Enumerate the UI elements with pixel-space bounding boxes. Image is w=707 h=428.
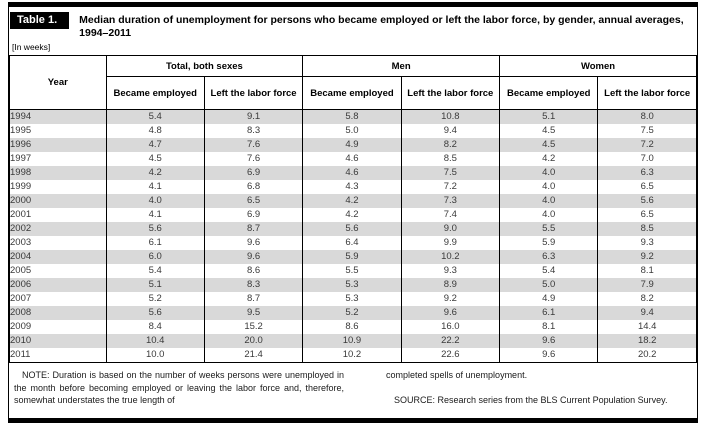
value-cell: 7.0 — [598, 152, 697, 166]
year-cell: 2005 — [10, 264, 107, 278]
value-cell: 5.8 — [303, 110, 401, 125]
year-cell: 2003 — [10, 236, 107, 250]
table-row — [10, 110, 697, 125]
value-cell: 4.9 — [303, 138, 401, 152]
value-cell: 5.9 — [500, 236, 598, 250]
col-header-year: Year — [10, 56, 107, 110]
value-cell: 8.6 — [204, 264, 302, 278]
value-cell: 7.6 — [204, 138, 302, 152]
table-row — [10, 180, 697, 194]
value-cell: 10.0 — [106, 348, 204, 363]
value-cell: 9.2 — [401, 292, 499, 306]
table-row — [10, 222, 697, 236]
value-cell: 5.6 — [598, 194, 697, 208]
table-row — [10, 292, 697, 306]
value-cell: 22.2 — [401, 334, 499, 348]
value-cell: 4.0 — [500, 166, 598, 180]
value-cell: 4.0 — [500, 194, 598, 208]
value-cell: 9.4 — [598, 306, 697, 320]
year-cell: 2010 — [10, 334, 107, 348]
value-cell: 4.0 — [106, 194, 204, 208]
value-cell: 9.9 — [401, 236, 499, 250]
sub-header-row — [10, 77, 697, 110]
value-cell: 5.2 — [106, 292, 204, 306]
value-cell: 4.2 — [106, 166, 204, 180]
value-cell: 7.5 — [598, 124, 697, 138]
year-cell: 1998 — [10, 166, 107, 180]
year-cell: 1995 — [10, 124, 107, 138]
value-cell: 10.4 — [106, 334, 204, 348]
value-cell: 6.4 — [303, 236, 401, 250]
year-cell: 2000 — [10, 194, 107, 208]
value-cell: 4.6 — [303, 166, 401, 180]
value-cell: 9.2 — [598, 250, 697, 264]
value-cell: 7.2 — [401, 180, 499, 194]
value-cell: 4.2 — [303, 208, 401, 222]
year-cell: 2008 — [10, 306, 107, 320]
value-cell: 8.1 — [500, 320, 598, 334]
year-cell: 2002 — [10, 222, 107, 236]
value-cell: 8.2 — [598, 292, 697, 306]
value-cell: 14.4 — [598, 320, 697, 334]
table-body — [10, 110, 697, 363]
value-cell: 8.6 — [303, 320, 401, 334]
year-cell: 2009 — [10, 320, 107, 334]
value-cell: 9.6 — [204, 250, 302, 264]
value-cell: 9.6 — [500, 348, 598, 363]
value-cell: 4.0 — [500, 180, 598, 194]
year-cell: 2007 — [10, 292, 107, 306]
footer-notes — [9, 363, 697, 407]
value-cell: 4.3 — [303, 180, 401, 194]
table-row — [10, 166, 697, 180]
value-cell: 9.6 — [500, 334, 598, 348]
col-group-women: Women — [500, 56, 697, 77]
year-cell: 1994 — [10, 110, 107, 125]
value-cell: 8.3 — [204, 278, 302, 292]
year-cell: 1997 — [10, 152, 107, 166]
value-cell: 5.3 — [303, 278, 401, 292]
value-cell: 6.9 — [204, 166, 302, 180]
value-cell: 21.4 — [204, 348, 302, 363]
value-cell: 5.9 — [303, 250, 401, 264]
value-cell: 8.5 — [598, 222, 697, 236]
value-cell: 6.3 — [598, 166, 697, 180]
col-header-men-became-employed: Became employed — [303, 77, 401, 110]
value-cell: 5.1 — [500, 110, 598, 125]
value-cell: 4.0 — [500, 208, 598, 222]
group-header-row — [10, 56, 697, 77]
value-cell: 5.2 — [303, 306, 401, 320]
table-row — [10, 306, 697, 320]
value-cell: 9.4 — [401, 124, 499, 138]
value-cell: 6.9 — [204, 208, 302, 222]
table-title: Median duration of unemployment for persons who became employed or left the labor force, by gender, annual averages, 1994–2011 — [79, 14, 684, 39]
col-header-men-left-labor-force: Left the labor force — [401, 77, 499, 110]
value-cell: 6.5 — [598, 208, 697, 222]
value-cell: 15.2 — [204, 320, 302, 334]
table-row — [10, 334, 697, 348]
value-cell: 7.9 — [598, 278, 697, 292]
value-cell: 6.1 — [500, 306, 598, 320]
table-caption — [9, 7, 697, 40]
value-cell: 9.3 — [401, 264, 499, 278]
value-cell: 5.6 — [106, 222, 204, 236]
value-cell: 5.0 — [500, 278, 598, 292]
value-cell: 5.1 — [106, 278, 204, 292]
value-cell: 10.9 — [303, 334, 401, 348]
value-cell: 5.0 — [303, 124, 401, 138]
value-cell: 6.0 — [106, 250, 204, 264]
col-header-total-became-employed: Became employed — [106, 77, 204, 110]
value-cell: 10.2 — [401, 250, 499, 264]
data-table — [9, 55, 697, 363]
table-row — [10, 208, 697, 222]
year-cell: 2006 — [10, 278, 107, 292]
value-cell: 5.4 — [106, 264, 204, 278]
value-cell: 20.2 — [598, 348, 697, 363]
table-header — [10, 56, 697, 110]
year-cell: 1996 — [10, 138, 107, 152]
value-cell: 8.7 — [204, 292, 302, 306]
value-cell: 8.9 — [401, 278, 499, 292]
table-row — [10, 348, 697, 363]
source-text: SOURCE: Research series from the BLS Current Population Survey. — [394, 394, 668, 405]
table-row — [10, 138, 697, 152]
value-cell: 9.6 — [401, 306, 499, 320]
footer-right-column — [386, 369, 689, 407]
value-cell: 9.3 — [598, 236, 697, 250]
note-continuation-text: completed spells of unemployment. — [386, 370, 528, 380]
unit-note: [In weeks] — [12, 42, 51, 52]
table-row — [10, 264, 697, 278]
value-cell: 6.1 — [106, 236, 204, 250]
value-cell: 8.1 — [598, 264, 697, 278]
value-cell: 18.2 — [598, 334, 697, 348]
value-cell: 22.6 — [401, 348, 499, 363]
value-cell: 8.7 — [204, 222, 302, 236]
value-cell: 9.1 — [204, 110, 302, 125]
value-cell: 4.2 — [500, 152, 598, 166]
year-cell: 2004 — [10, 250, 107, 264]
value-cell: 5.5 — [500, 222, 598, 236]
value-cell: 4.8 — [106, 124, 204, 138]
value-cell: 8.4 — [106, 320, 204, 334]
value-cell: 4.5 — [500, 124, 598, 138]
table-row — [10, 236, 697, 250]
value-cell: 7.5 — [401, 166, 499, 180]
value-cell: 4.1 — [106, 180, 204, 194]
value-cell: 5.6 — [106, 306, 204, 320]
value-cell: 5.4 — [500, 264, 598, 278]
value-cell: 8.0 — [598, 110, 697, 125]
value-cell: 4.6 — [303, 152, 401, 166]
table-row — [10, 320, 697, 334]
value-cell: 10.2 — [303, 348, 401, 363]
table-figure — [8, 2, 698, 423]
value-cell: 8.2 — [401, 138, 499, 152]
value-cell: 10.8 — [401, 110, 499, 125]
col-group-men: Men — [303, 56, 500, 77]
value-cell: 6.5 — [204, 194, 302, 208]
value-cell: 5.3 — [303, 292, 401, 306]
note-text: NOTE: Duration is based on the number of weeks persons were unemployed in the month before becoming employed or leaving the labor force and, therefore, somewhat understates the true length of — [14, 370, 344, 405]
table-row — [10, 152, 697, 166]
col-header-total-left-labor-force: Left the labor force — [204, 77, 302, 110]
value-cell: 4.7 — [106, 138, 204, 152]
value-cell: 9.6 — [204, 236, 302, 250]
value-cell: 20.0 — [204, 334, 302, 348]
value-cell: 5.4 — [106, 110, 204, 125]
value-cell: 9.0 — [401, 222, 499, 236]
value-cell: 4.5 — [500, 138, 598, 152]
year-cell: 1999 — [10, 180, 107, 194]
year-cell: 2011 — [10, 348, 107, 363]
value-cell: 4.9 — [500, 292, 598, 306]
table-row — [10, 278, 697, 292]
table-row — [10, 124, 697, 138]
value-cell: 6.5 — [598, 180, 697, 194]
table-row — [10, 194, 697, 208]
value-cell: 4.5 — [106, 152, 204, 166]
value-cell: 16.0 — [401, 320, 499, 334]
value-cell: 5.6 — [303, 222, 401, 236]
value-cell: 7.2 — [598, 138, 697, 152]
value-cell: 8.5 — [401, 152, 499, 166]
value-cell: 4.1 — [106, 208, 204, 222]
value-cell: 5.5 — [303, 264, 401, 278]
value-cell: 7.4 — [401, 208, 499, 222]
value-cell: 7.6 — [204, 152, 302, 166]
col-header-women-became-employed: Became employed — [500, 77, 598, 110]
value-cell: 9.5 — [204, 306, 302, 320]
value-cell: 6.8 — [204, 180, 302, 194]
value-cell: 7.3 — [401, 194, 499, 208]
table-row — [10, 250, 697, 264]
value-cell: 4.2 — [303, 194, 401, 208]
col-header-women-left-labor-force: Left the labor force — [598, 77, 697, 110]
value-cell: 8.3 — [204, 124, 302, 138]
col-group-total-both-sexes: Total, both sexes — [106, 56, 303, 77]
table-number-label: Table 1. — [10, 12, 69, 29]
value-cell: 6.3 — [500, 250, 598, 264]
year-cell: 2001 — [10, 208, 107, 222]
